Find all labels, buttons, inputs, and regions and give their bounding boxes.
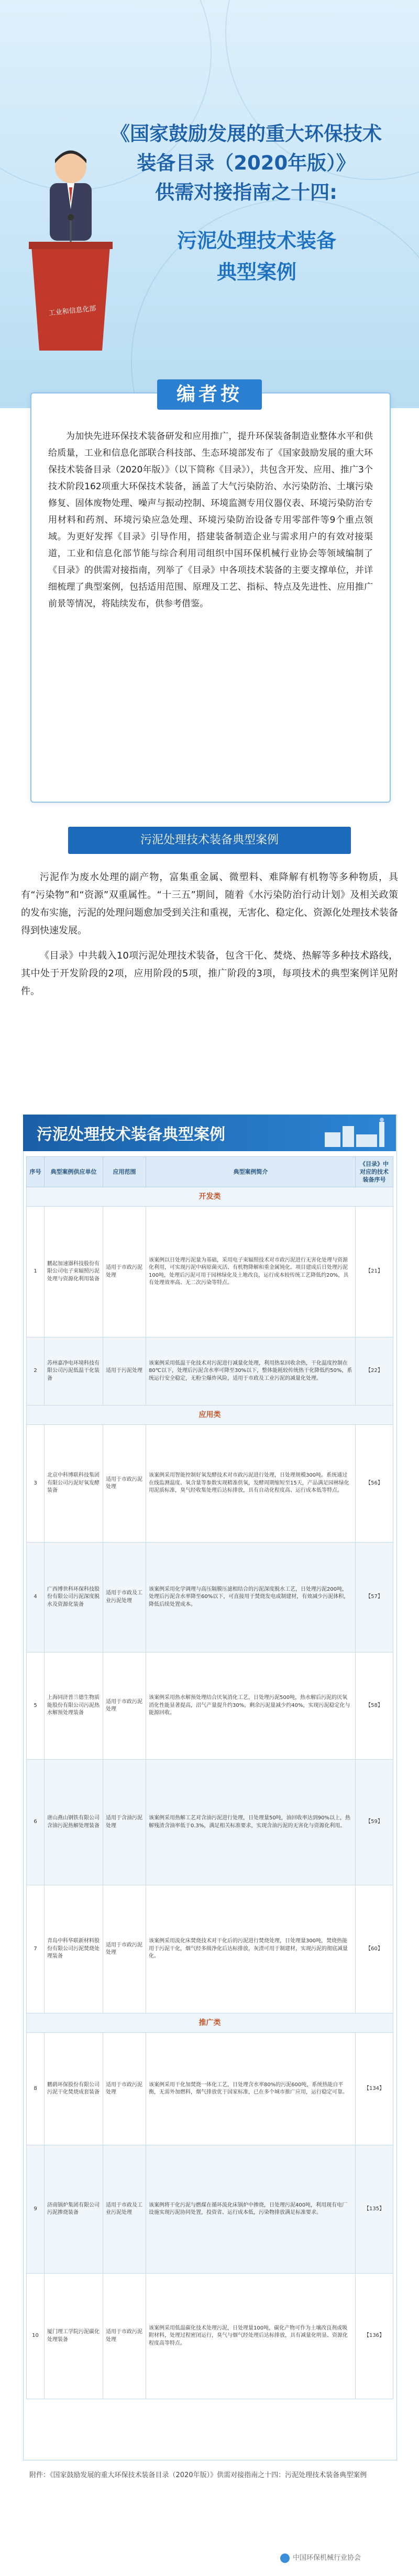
col-header-no: 序号 <box>27 1157 45 1187</box>
table-row: 5 上海同济普兰德生物质能股份有限公司污泥热水解预处理装备 适用于市政污泥处理 该案例采用热水解预处理结合厌氧消化工艺，日处理污泥500吨，热水解后污泥的厌氧消化性能显著提高，沼气产量提升约30%，剩余污泥量减少约40%，实现污泥稳定化与能源回收。 【58】 <box>27 1652 393 1760</box>
col-header-ref: 《目录》中对应的技术装备序号 <box>356 1157 393 1187</box>
table-header-row <box>27 1157 393 1187</box>
footer-brand: 中国环保机械行业协会 <box>280 2552 406 2564</box>
col-header-scope: 应用范围 <box>103 1157 146 1187</box>
page-title: 《国家鼓励发展的重大环保技术 装备目录（2020年版）》 供需对接指南之十四: <box>111 122 382 204</box>
category-row-app: 应用类 <box>27 1405 393 1425</box>
category-row-pro: 推广类 <box>27 2013 393 2033</box>
table-row: 3 北京中科博联科技集团有限公司污泥好氧发酵装备 适用于市政污泥处理 该案例采用智能控制好氧发酵技术对市政污泥进行处理，日处理规模300吨。系统通过在线监测温度、氧含量等参数实现精准供氧，发酵周期缩短至15天，产品满足园林绿化用泥质标准，臭气经收集处理后达标排放，具有自动化程度高、运行成本低等特点。 【56】 <box>27 1425 393 1543</box>
category-row-dev: 开发类 <box>27 1187 393 1207</box>
editor-note-text: 为加快先进环保技术装备研发和应用推广，提升环保装备制造业整体水平和供给质量，工业和信息化部联合科技部、生态环境部发布了《国家鼓励发展的重大环保技术装备目录（2020年版）》（以下简称《目录》），共包含开发、应用、推广3个技术阶段162项重大环保技术装备，涵盖了大气污染防治、水污染防治、土壤污染修复、固体废物处理、噪声与振动控制、环境监测专用仪器仪表、环境污染防治专用材料和药剂、环境污染应急处理、环境污染防治设备专用零部件等9个重点领域。为更好发挥《目录》引导作用，搭建装备制造企业与需求用户的有效对接渠道，工业和信息化部节能与综合利用司组织中国环保机械行业协会等领域编制了《目录》的供需对接指南，列举了《目录》中各项技术装备的主要支撑单位，并详细梳理了典型案例，包括适用范围、原理及工艺、指标、特点及先进性、应用推广前景等情况，将陆续发布，供参考借鉴。 <box>48 431 373 609</box>
table-row: 1 鹏起加速器科技股份有限公司电子束辐照污泥处理与资源化利用装备 适用于市政污泥处理 该案例以日处理污泥量为基础，采用电子束辐照技术对市政污泥进行无害化处理与资源化利用，可实现污泥中病原菌灭活、有机物降解和重金属钝化。项目建成后日处理污泥100吨，处理后污泥可用于园林绿化及土地改良，运行成本较传统工艺降低约20%，具有处理效率高、无二次污染等特点。 【21】 <box>27 1207 393 1337</box>
table-row: 9 济南锅炉集团有限公司污泥掺烧装备 适用于市政及工业污泥处理 该案例将干化污泥与燃煤在循环流化床锅炉中掺烧，日处理污泥400吨，利用现有电厂设施实现污泥协同处置，投资省、运行成本低，污染物排放满足标准要求。 【135】 <box>27 2145 393 2274</box>
case-table <box>26 1156 393 2399</box>
col-header-unit: 典型案例供应单位 <box>45 1157 103 1187</box>
editor-note-tag: 编者按 <box>157 379 262 410</box>
case-table-title: 污泥处理技术装备典型案例 <box>37 1126 225 1144</box>
table-row: 2 苏州嘉净电环境科技有限公司污泥低温干化装备 适用于污泥处理 该案例采用低温干化技术对污泥进行减量化处理，利用热泵回收余热，干化温度控制在80℃以下，处理后污泥含水率可降至30%以下，整体能耗较传统热干化降低约50%，系统运行安全稳定，无粉尘爆炸风险，适用于市政及工业污泥的减量化处理。 【22】 <box>27 1337 393 1405</box>
table-row: 7 青岛中科华联新材料股份有限公司污泥焚烧处理装备 适用于市政污泥处理 该案例采用流化床焚烧技术对干化后的污泥进行焚烧处理，日处理量300吨，焚烧热能用于污泥干化，烟气经多级净化后达标排放，灰渣可用于制建材，实现污泥的彻底减量化。 【60】 <box>27 1885 393 2013</box>
attachment-footnote: 附件：《国家鼓励发展的重大环保技术装备目录（2020年版）》供需对接指南之十四：污泥处理技术装备典型案例 <box>29 2471 367 2479</box>
brand-logo-icon <box>280 2553 290 2563</box>
page-subtitle: 污泥处理技术装备 典型案例 <box>177 229 336 284</box>
table-row: 10 厦门理工学院污泥碳化处理装备 适用于市政污泥处理 该案例采用低温碳化技术处理污泥，日处理量100吨，碳化产物可作为土壤改良剂或吸附材料，处理过程密闭运行，臭气与烟气经处理后达标排放，具有减量化明显、资源化程度高等特点。 【136】 <box>27 2274 393 2399</box>
table-row: 6 唐山燕山钢铁有限公司含油污泥热解处理装备 适用于含油污泥处理 该案例采用热解工艺对含油污泥进行处理，日处理量50吨，油回收率达到90%以上，热解残渣含油率低于0.3%，满足相关标准要求，实现含油污泥的无害化与资源化利用。 【59】 <box>27 1760 393 1885</box>
table-row: 8 鹏鹞环保股份有限公司污泥干化焚烧成套装备 适用于市政污泥处理 该案例采用干化加焚烧一体化工艺，日处理含水率80%的污泥600吨，系统热能自平衡，无需外加燃料，烟气排放优于国家标准，已在多个城市推广应用，运行稳定可靠。 【134】 <box>27 2033 393 2145</box>
podium-label: 工业和信息化部 <box>48 305 97 318</box>
section-body <box>21 869 398 1000</box>
section-paragraph: 污泥作为废水处理的副产物，富集重金属、微塑料、难降解有机物等多种物质，具有“污染物”和“资源”双重属性。“十三五”期间，随着《水污染防治行动计划》及相关政策的发布实施，污泥的处理问题愈加受到关注和重视，无害化、稳定化、资源化处理技术装备得到快速发展。 <box>21 872 398 936</box>
factory-icon <box>319 1117 393 1149</box>
section-heading: 污泥处理技术装备典型案例 <box>68 827 351 854</box>
table-row: 4 广西博世科环保科技股份有限公司污泥深度脱水及资源化装备 适用于市政及工业污泥处理 该案例采用化学调理与高压隔膜压滤相结合的污泥深度脱水工艺，日处理污泥200吨，处理后污泥含水率降至60%以下，可直接用于焚烧发电或制建材，有效减少污泥体积，降低后续处置成本。 【57】 <box>27 1543 393 1652</box>
col-header-desc: 典型案例简介 <box>146 1157 356 1187</box>
section-paragraph: 《目录》中共载入10项污泥处理技术装备，包含干化、焚烧、热解等多种技术路线，其中处于开发阶段的2项，应用阶段的5项，推广阶段的3项，每项技术的典型案例详见附件。 <box>21 950 398 997</box>
